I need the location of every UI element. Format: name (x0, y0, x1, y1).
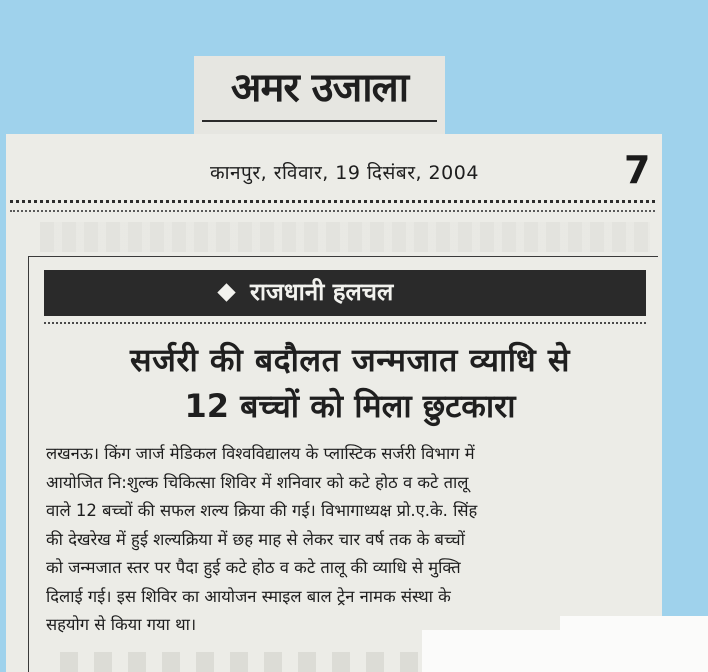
newspaper-masthead (194, 56, 445, 134)
dotted-divider (10, 210, 655, 212)
page-number: 7 (624, 148, 651, 192)
body-line: को जन्मजात स्तर पर पैदा हुई कटे होठ व कटे तालू की व्याधि से मुक्ति (46, 558, 461, 577)
newspaper-name: अमर उजाला (230, 65, 409, 111)
body-line: वाले 12 बच्चों की सफल शल्य क्रिया की गई। विभागाध्यक्ष प्रो.ए.के. सिंह (46, 501, 478, 520)
body-line: की देखरेख में हुई शल्यक्रिया में छह माह से लेकर चार वर्ष तक के बच्चों (46, 529, 465, 549)
section-label: राजधानी हलचल (250, 278, 394, 306)
body-line: लखनऊ। किंग जार्ज मेडिकल विश्वविद्यालय के प्लास्टिक सर्जरी विभाग में (46, 444, 475, 463)
article-headline (30, 336, 670, 430)
dateline-text: कानपुर, रविवार, 19 दिसंबर, 2004 (210, 162, 479, 184)
body-line: सहयोग से किया गया था। (46, 615, 197, 634)
dateline (200, 150, 660, 190)
section-banner (44, 270, 646, 316)
white-paper-patch (560, 616, 708, 636)
article-body (46, 440, 654, 640)
dotted-divider (10, 200, 655, 203)
dotted-divider (44, 322, 646, 324)
faded-bleedthrough-text (40, 222, 650, 252)
diamond-icon (217, 283, 235, 301)
body-line: दिलाई गई। इस शिविर का आयोजन स्माइल बाल ट्रेन नामक संस्था के (46, 586, 451, 606)
white-paper-patch (422, 630, 708, 672)
masthead-rule (202, 120, 437, 122)
body-line: आयोजित नि:शुल्क चिकित्सा शिविर में शनिवार को कटे होठ व कटे तालू (46, 472, 469, 492)
faded-next-article-text (60, 652, 420, 672)
headline-line: सर्जरी की बदौलत जन्मजात व्याधि से (129, 341, 571, 379)
headline-line: 12 बच्चों को मिला छुटकारा (184, 387, 516, 425)
